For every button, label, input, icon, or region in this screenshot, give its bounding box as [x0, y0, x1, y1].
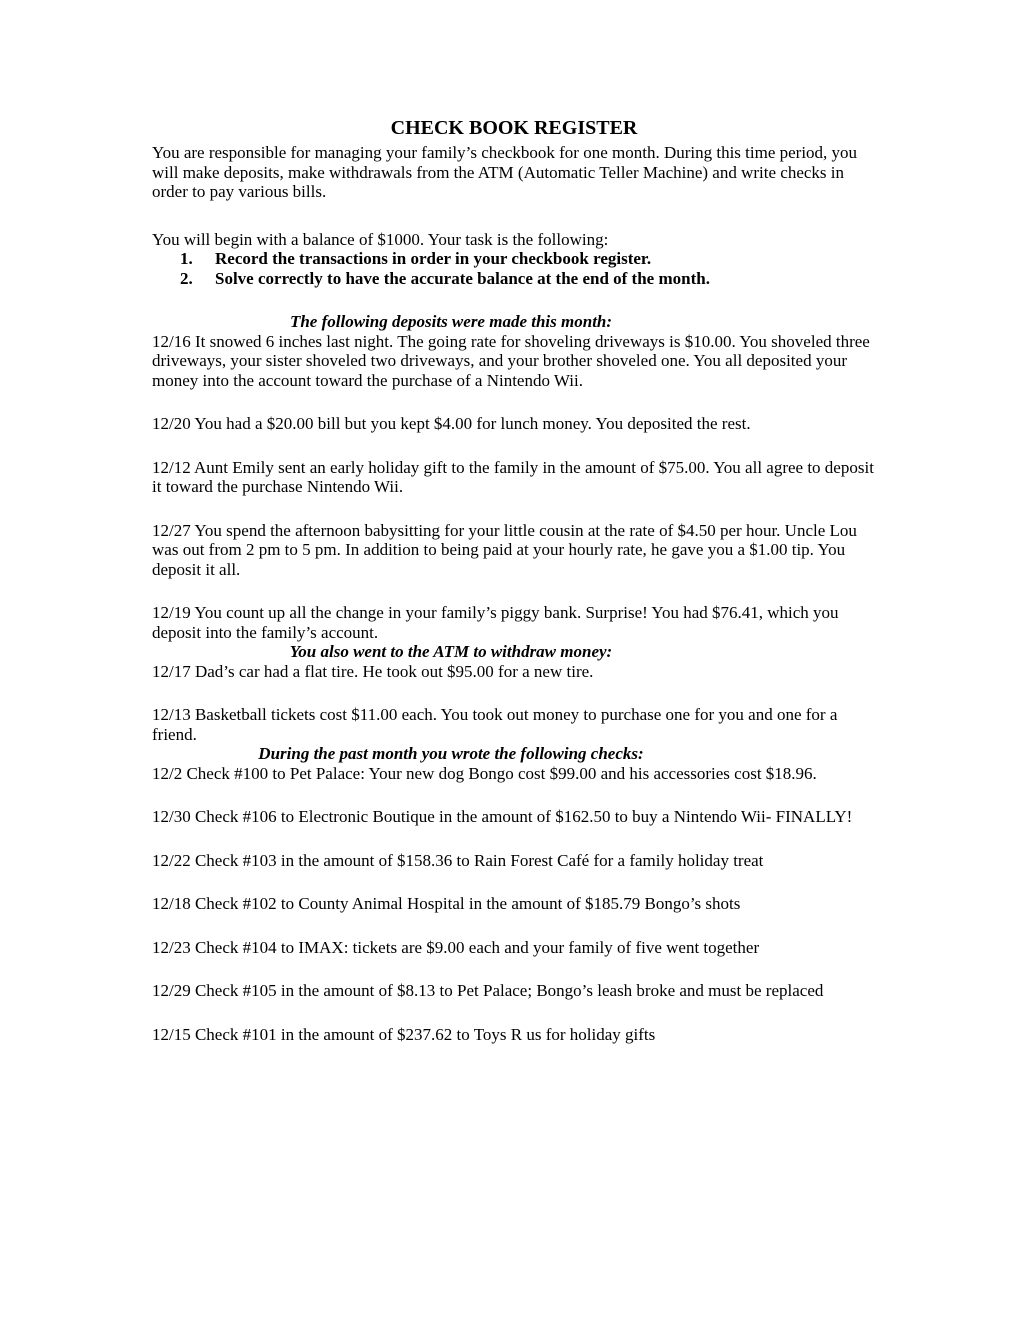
transaction-item: 12/29 Check #105 in the amount of $8.13 to Pet Palace; Bongo’s leash broke and must be replaced [152, 981, 824, 1000]
section-checks [152, 744, 876, 1044]
transaction-item: 12/13 Basketball tickets cost $11.00 each. You took out money to purchase one for you and one for a friend. [152, 705, 838, 744]
transaction-item: 12/23 Check #104 to IMAX: tickets are $9.00 each and your family of five went together [152, 937, 760, 957]
transaction-item: 12/22 Check #103 in the amount of $158.36 to Rain Forest Café for a family holiday treat [152, 850, 764, 870]
transaction-item: 12/19 You count up all the change in your family’s piggy bank. Surprise! You had $76.41, which you deposit into the family’s account. [152, 603, 839, 642]
transaction-item: 12/16 It snowed 6 inches last night. The going rate for shoveling driveways is $10.00. You shoveled three driveways, your sister shoveled two driveways, and your brother shoveled one. You all deposited your money into the account toward the purchase of a Nintendo Wii. [152, 331, 870, 390]
task-list [152, 249, 876, 288]
section-deposits [152, 312, 876, 642]
section-deposits-heading: The following deposits were made this month: [289, 312, 613, 331]
task-text: Solve correctly to have the accurate balance at the end of the month. [215, 268, 710, 288]
task-intro-line: You will begin with a balance of $1000. Your task is the following: [152, 229, 609, 249]
transaction-item: 12/15 Check #101 in the amount of $237.62 to Toys R us for holiday gifts [152, 1024, 656, 1044]
transaction-item: 12/12 Aunt Emily sent an early holiday gift to the family in the amount of $75.00. You all agree to deposit it toward the purchase Nintendo Wii. [152, 457, 874, 496]
transaction-item: 12/20 You had a $20.00 bill but you kept $4.00 for lunch money. You deposited the rest. [152, 414, 751, 433]
task-number: 1. [180, 249, 193, 268]
intro-paragraph: You are responsible for managing your family’s checkbook for one month. During this time period, you will make deposits, make withdrawals from the ATM (Automatic Teller Machine) and write checks in order to pay various bills. [152, 143, 858, 201]
document-content [152, 118, 876, 1044]
transaction-item: 12/30 Check #106 to Electronic Boutique in the amount of $162.50 to buy a Nintendo Wii- FINALLY! [152, 807, 853, 826]
transaction-item: 12/17 Dad’s car had a flat tire. He took out $95.00 for a new tire. [152, 661, 594, 681]
transaction-item: 12/2 Check #100 to Pet Palace: Your new dog Bongo cost $99.00 and his accessories cost $18.96. [152, 763, 817, 783]
task-text: Record the transactions in order in your checkbook register. [215, 249, 652, 268]
section-atm [152, 642, 876, 744]
doc-title: CHECK BOOK REGISTER [390, 117, 638, 139]
task-item [152, 249, 876, 269]
task-number: 2. [180, 268, 193, 288]
transaction-item: 12/27 You spend the afternoon babysitting for your little cousin at the rate of $4.50 per hour. Uncle Lou was out from 2 pm to 5 pm. In addition to being paid at your hourly rate, he gave you a $1.00 tip. You deposit it all. [152, 520, 857, 579]
transaction-item: 12/18 Check #102 to County Animal Hospital in the amount of $185.79 Bongo’s shots [152, 894, 741, 913]
section-checks-heading: During the past month you wrote the following checks: [258, 744, 644, 763]
task-item [152, 269, 876, 289]
section-atm-heading: You also went to the ATM to withdraw money: [289, 642, 613, 661]
